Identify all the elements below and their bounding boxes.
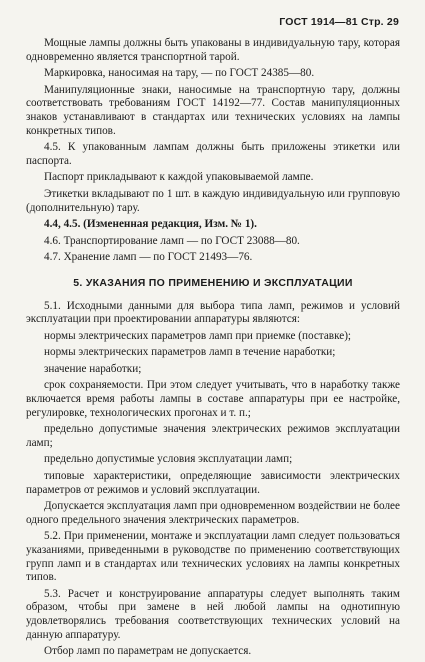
list-item: нормы электрических параметров ламп в течение наработки; [44,346,336,359]
paragraph: Паспорт прикладывают к каждой упаковываемой лампе. [44,171,314,184]
paragraph: Мощные лампы должны быть упакованы в индивидуальную тару, которая одновременно является транспортной тарой. [26,37,400,63]
document-body [26,37,400,662]
list-item: предельно допустимые условия эксплуатации ламп; [44,453,293,466]
list-item: предельно допустимые значения электрических режимов эксплуатации ламп; [26,423,400,449]
paragraph: 5.3. Расчет и конструирование аппаратуры следует выполнять таким образом, чтобы при замене в ней любой лампы на однотипную удовлетворялись требования соответствующих технических условий на данную аппаратуру. [26,587,400,641]
paragraph: Отбор ламп по параметрам не допускается. [44,645,252,658]
paragraph: Манипуляционные знаки, наносимые на транспортную тару, должны соответствовать требованиям ГОСТ 14192—77. Состав манипуляционных знаков устанавливают в стандартах или технических условиях на лампы конкретных типов. [26,83,400,137]
page-header: ГОСТ 1914—81 Стр. 29 [279,16,399,28]
paragraph: 4.5. К упакованным лампам должны быть приложены этикетки или паспорта. [26,141,400,167]
list-item: срок сохраняемости. При этом следует учитывать, что в наработку также включается время работы лампы в составе аппаратуры при ее настройке, регулировке, технологических прогонах и т. п.; [26,379,400,419]
section-title: 5. УКАЗАНИЯ ПО ПРИМЕНЕНИЮ И ЭКСПЛУАТАЦИИ [73,276,353,289]
paragraph: Допускается эксплуатация ламп при одновременном воздействии не более одного предельного значения электрических параметров. [26,500,400,526]
paragraph: 4.7. Хранение ламп — по ГОСТ 21493—76. [44,251,253,264]
paragraph: 4.6. Транспортирование ламп — по ГОСТ 23088—80. [44,234,300,247]
paragraph: Этикетки вкладывают по 1 шт. в каждую индивидуальную или групповую (дополнительную) тару. [26,187,400,214]
list-item: типовые характеристики, определяющие зависимости электрических параметров от режимов и условий эксплуатации. [26,470,400,496]
paragraph: 5.1. Исходными данными для выбора типа ламп, режимов и условий эксплуатации при проектировании аппаратуры являются: [26,299,400,326]
list-item: значение наработки; [44,362,142,375]
list-item: нормы электрических параметров ламп при приемке (поставке); [44,329,352,342]
edit-note: 4.4, 4.5. (Измененная редакция, Изм. № 1). [44,218,257,231]
paragraph: Маркировка, наносимая на тару, — по ГОСТ 24385—80. [44,67,315,80]
paragraph: 5.2. При применении, монтаже и эксплуатации ламп следует пользоваться указаниями, приведенными в руководстве по применению соответствующих групп ламп и в стандартах или технических условиях на лампы конкретных типов. [26,530,400,584]
